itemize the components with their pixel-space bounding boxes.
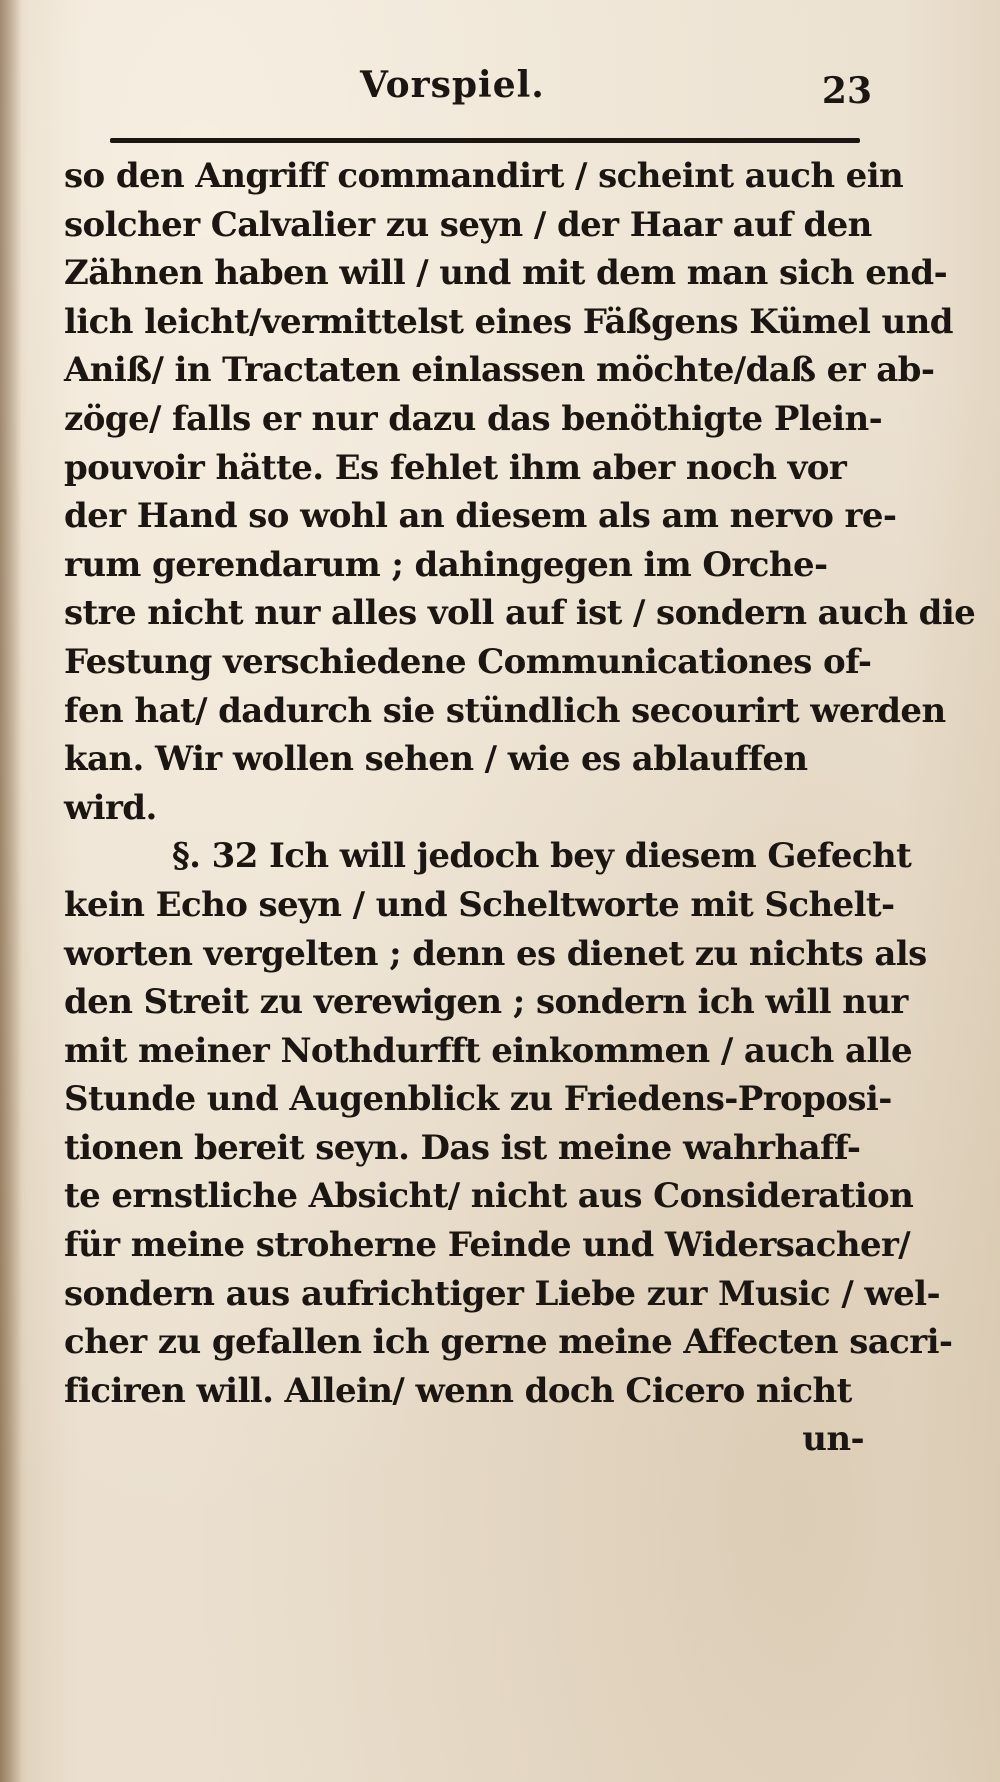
text-line: der Hand so wohl an diesem als am nervo re- [64, 496, 897, 537]
text-line: solcher Calvalier zu seyn / der Haar auf den [64, 204, 872, 245]
text-line: stre nicht nur alles voll auf ist / sondern auch die [64, 593, 976, 634]
text-line: tionen bereit seyn. Das ist meine wahrhaff- [64, 1127, 861, 1168]
text-line: Zähnen haben will / und mit dem man sich end- [64, 253, 948, 294]
text-line: sondern aus aufrichtiger Liebe zur Music / wel- [64, 1273, 940, 1314]
text-line: lich leicht/vermittelst eines Fäßgens Kümel und [64, 301, 953, 342]
text-line: den Streit zu verewigen ; sondern ich will nur [64, 982, 908, 1023]
text-line: rum gerendarum ; dahingegen im Orche- [64, 544, 828, 585]
text-line: ficiren will. Allein/ wenn doch Cicero nicht [64, 1370, 852, 1411]
text-line: te ernstliche Absicht/ nicht aus Consideration [64, 1176, 914, 1217]
paragraph-start-line: §. 32 Ich will jedoch bey diesem Gefecht [172, 836, 912, 877]
body-text [64, 152, 976, 1464]
text-line: so den Angriff commandirt / scheint auch ein [64, 156, 904, 196]
text-line: Aniß/ in Tractaten einlassen möchte/daß er ab- [64, 350, 935, 391]
text-line: pouvoir hätte. Es fehlet ihm aber noch vor [64, 447, 847, 488]
header-rule [110, 138, 860, 143]
text-line: für meine stroherne Feinde und Widersacher/ [64, 1225, 911, 1266]
text-line: kan. Wir wollen sehen / wie es ablauffen [64, 739, 808, 780]
text-line: zöge/ falls er nur dazu das benöthigte Plein- [64, 398, 883, 439]
text-line: wird. [64, 787, 157, 828]
text-line: mit meiner Nothdurfft einkommen / auch alle [64, 1030, 913, 1071]
text-line: fen hat/ dadurch sie stündlich secourirt werden [64, 690, 946, 731]
page-header [110, 58, 900, 118]
text-line: Festung verschiedene Communicationes of- [64, 641, 872, 682]
text-line: kein Echo seyn / und Scheltworte mit Schelt- [64, 884, 895, 925]
page-number: 23 [821, 70, 872, 112]
text-line: cher zu gefallen ich gerne meine Affecten sacri- [64, 1322, 953, 1363]
text-line: worten vergelten ; denn es dienet zu nichts als [64, 933, 927, 974]
text-line: Stunde und Augenblick zu Friedens-Proposi- [64, 1079, 892, 1120]
catchword: un- [802, 1419, 864, 1460]
page-edge-stain [0, 0, 22, 1782]
running-head: Vorspiel. [360, 64, 545, 106]
